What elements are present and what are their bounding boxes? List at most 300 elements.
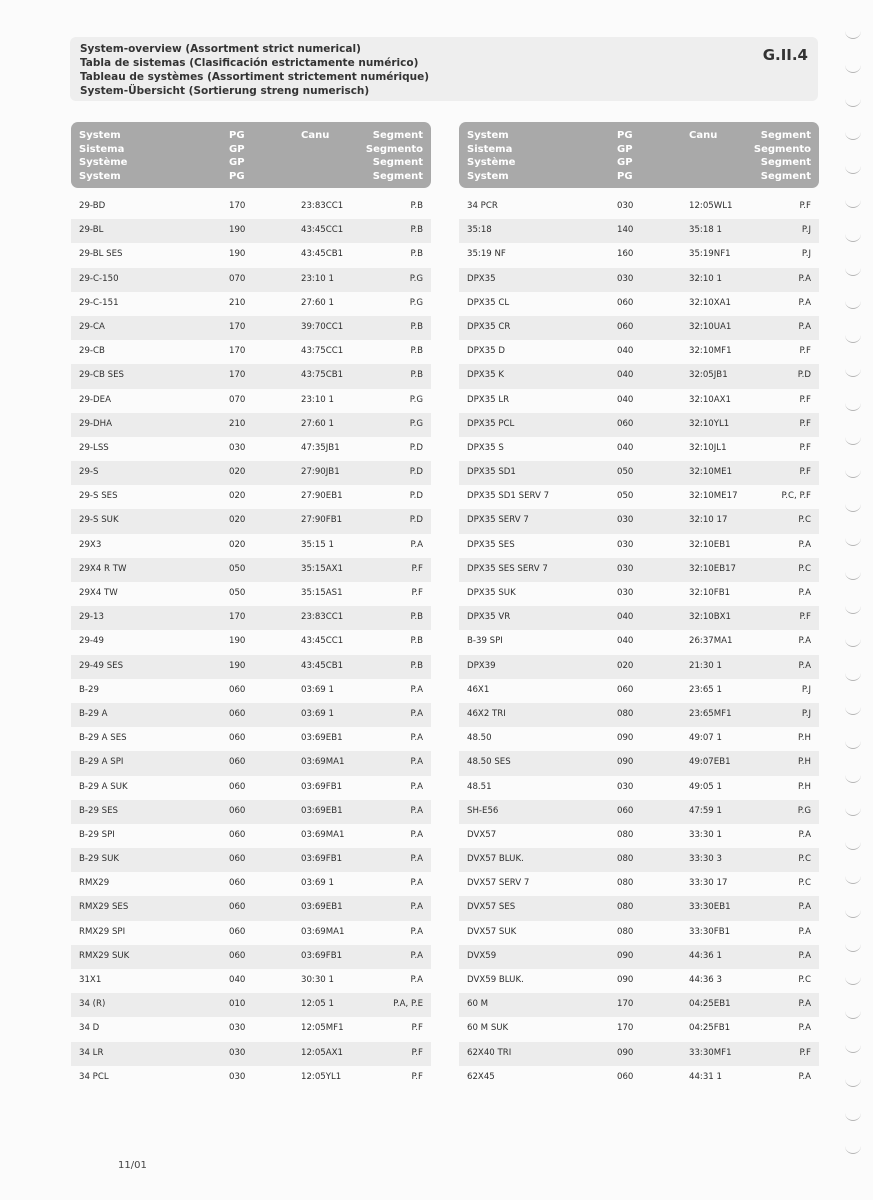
system-cell: DPX35 SUK (467, 588, 516, 598)
canu-cell: 21:30 1 (689, 660, 722, 671)
table-row (71, 679, 431, 703)
pg-cell: 210 (229, 418, 246, 429)
pg-cell: 060 (617, 297, 634, 308)
system-cell: DPX35 D (467, 346, 505, 357)
system-cell: B-29 SES (79, 805, 119, 816)
segment-cell: P.F (799, 1047, 811, 1058)
binder-ring-mark (845, 402, 861, 411)
pg-cell: 170 (617, 1023, 634, 1034)
segment-cell: P.F (799, 612, 811, 623)
pg-cell: 030 (229, 442, 246, 453)
canu-cell: 03:69 1 (301, 878, 334, 889)
segment-cell: P.C (798, 854, 811, 865)
table-row (71, 921, 431, 945)
segment-cell: P.C (798, 878, 811, 889)
binder-ring-mark (845, 267, 861, 276)
table-row (71, 534, 431, 558)
header-pg: PG GP GP PG (617, 130, 633, 182)
system-cell: 46X1 (467, 684, 490, 695)
canu-cell: 03:69 1 (301, 684, 334, 695)
segment-cell: P.A (410, 539, 423, 550)
system-cell: 29-49 (79, 636, 104, 647)
segment-cell: P.B (410, 201, 423, 211)
canu-cell: 32:10JL1 (689, 442, 727, 453)
table-row (71, 751, 431, 775)
pg-cell: 060 (617, 1071, 634, 1082)
canu-cell: 03:69MA1 (301, 829, 345, 840)
canu-cell: 03:69MA1 (301, 757, 345, 768)
page-code: G.II.4 (762, 46, 808, 64)
table-row (71, 1017, 431, 1041)
canu-cell: 03:69EB1 (301, 805, 343, 816)
pg-cell: 190 (229, 660, 246, 671)
segment-cell: P.A (798, 588, 811, 598)
pg-cell: 070 (229, 273, 246, 284)
canu-cell: 32:10AX1 (689, 394, 731, 405)
pg-cell: 080 (617, 878, 634, 889)
table-row (459, 268, 819, 292)
system-cell: 29-S SES (79, 491, 118, 502)
segment-cell: P.A (410, 926, 423, 937)
segment-cell: P.F (411, 1023, 423, 1034)
canu-cell: 47:59 1 (689, 805, 722, 816)
pg-cell: 030 (617, 273, 634, 284)
pg-cell: 060 (229, 733, 246, 744)
table-row (71, 606, 431, 630)
segment-cell: P.F (799, 442, 811, 453)
table-row (459, 921, 819, 945)
table-row (71, 413, 431, 437)
segment-cell: P.G (409, 273, 423, 284)
canu-cell: 43:45CB1 (301, 249, 344, 260)
pg-cell: 170 (229, 370, 246, 381)
canu-cell: 03:69 1 (301, 708, 334, 719)
table-row (71, 292, 431, 316)
segment-cell: P.A (798, 1071, 811, 1082)
system-cell: 34 PCL (79, 1071, 109, 1082)
pg-cell: 030 (229, 1047, 246, 1058)
segment-cell: P.A (798, 950, 811, 961)
segment-cell: P.D (409, 442, 423, 453)
segment-cell: P.A (410, 975, 423, 985)
binder-ring-mark (845, 740, 861, 749)
system-cell: DVX57 (467, 829, 497, 840)
canu-cell: 04:25EB1 (689, 999, 731, 1010)
canu-cell: 23:65 1 (689, 684, 722, 695)
canu-cell: 23:83CC1 (301, 201, 344, 211)
canu-cell: 32:10ME1 (689, 467, 733, 478)
table-row (459, 993, 819, 1017)
binder-rings (845, 30, 867, 1180)
system-cell: 48.51 (467, 781, 492, 792)
system-cell: 29-BL (79, 225, 104, 236)
table-row (459, 896, 819, 920)
table-row (459, 655, 819, 679)
canu-cell: 30:30 1 (301, 975, 334, 985)
segment-cell: P.F (411, 1047, 423, 1058)
system-cell: 29-CA (79, 321, 105, 332)
table-row (71, 316, 431, 340)
table-row (71, 437, 431, 461)
pg-cell: 020 (229, 491, 246, 502)
table-row (459, 413, 819, 437)
segment-cell: P.D (409, 491, 423, 502)
pg-cell: 030 (229, 1023, 246, 1034)
header-line-fr: Tableau de systèmes (Assortiment strictement numérique) (80, 71, 430, 83)
system-cell: 35:18 (467, 225, 492, 236)
system-cell: DPX35 SD1 SERV 7 (467, 491, 550, 502)
table-row (459, 872, 819, 896)
canu-cell: 12:05AX1 (301, 1047, 343, 1058)
system-cell: B-29 (79, 684, 99, 695)
segment-cell: P.B (410, 612, 423, 623)
pg-cell: 190 (229, 225, 246, 236)
binder-ring-mark (845, 30, 861, 39)
pg-cell: 210 (229, 297, 246, 308)
system-cell: 46X2 TRI (467, 708, 506, 719)
binder-ring-mark (845, 300, 861, 309)
table-row (459, 1017, 819, 1041)
table-row (459, 1042, 819, 1066)
pg-cell: 040 (229, 975, 246, 985)
system-cell: DVX57 SERV 7 (467, 878, 530, 889)
system-cell: B-29 A (79, 708, 108, 719)
pg-cell: 050 (229, 588, 246, 598)
system-cell: RMX29 SES (79, 902, 129, 913)
system-cell: 29-C-151 (79, 297, 119, 308)
table-row (459, 461, 819, 485)
canu-cell: 39:70CC1 (301, 321, 344, 332)
system-cell: 35:19 NF (467, 249, 506, 260)
system-cell: 29-49 SES (79, 660, 124, 671)
table-row (459, 437, 819, 461)
pg-cell: 090 (617, 757, 634, 768)
segment-cell: P.A (798, 829, 811, 840)
table-row (459, 703, 819, 727)
binder-ring-mark (845, 1145, 861, 1154)
canu-cell: 43:45CB1 (301, 660, 344, 671)
segment-cell: P.A (798, 902, 811, 913)
segment-cell: P.A (798, 273, 811, 284)
table-row (459, 509, 819, 533)
segment-cell: P.A (410, 854, 423, 865)
page-header (70, 37, 818, 101)
pg-cell: 090 (617, 1047, 634, 1058)
table-row (71, 485, 431, 509)
pg-cell: 060 (229, 878, 246, 889)
system-cell: DVX57 SUK (467, 926, 517, 937)
binder-ring-mark (845, 98, 861, 107)
canu-cell: 32:10UA1 (689, 321, 732, 332)
segment-cell: P.A (798, 660, 811, 671)
canu-cell: 27:90FB1 (301, 515, 343, 526)
segment-cell: P.C (798, 975, 811, 985)
system-cell: B-29 SUK (79, 854, 120, 865)
pg-cell: 160 (617, 249, 634, 260)
pg-cell: 060 (229, 684, 246, 695)
table-row (459, 727, 819, 751)
segment-cell: P.A (798, 999, 811, 1010)
system-cell: DPX35 CR (467, 321, 511, 332)
system-cell: 29-13 (79, 612, 104, 623)
canu-cell: 33:30 17 (689, 878, 728, 889)
system-cell: DPX35 PCL (467, 418, 515, 429)
system-cell: 29-LSS (79, 442, 109, 453)
table-row (71, 800, 431, 824)
system-cell: 29-BD (79, 201, 106, 211)
segment-cell: P.A (410, 950, 423, 961)
table-row (71, 364, 431, 388)
binder-ring-mark (845, 334, 861, 343)
canu-cell: 03:69FB1 (301, 950, 343, 961)
segment-cell: P.J (801, 225, 811, 236)
canu-cell: 49:07 1 (689, 733, 722, 744)
canu-cell: 26:37MA1 (689, 636, 733, 647)
segment-cell: P.A (798, 539, 811, 550)
system-cell: 29-C-150 (79, 273, 119, 284)
pg-cell: 060 (617, 321, 634, 332)
pg-cell: 090 (617, 733, 634, 744)
canu-cell: 32:05JB1 (689, 370, 728, 381)
header-pg: PG GP GP PG (229, 130, 245, 182)
table-row (459, 679, 819, 703)
binder-ring-mark (845, 571, 861, 580)
canu-cell: 43:75CB1 (301, 370, 344, 381)
segment-cell: P.J (801, 684, 811, 695)
pg-cell: 020 (229, 515, 246, 526)
segment-cell: P.G (409, 418, 423, 429)
canu-cell: 23:10 1 (301, 273, 334, 284)
system-cell: DPX35 S (467, 442, 504, 453)
system-cell: DVX57 BLUK. (467, 854, 524, 865)
binder-ring-mark (845, 774, 861, 783)
pg-cell: 140 (617, 225, 634, 236)
canu-cell: 27:90JB1 (301, 467, 340, 478)
segment-cell: P.A (410, 781, 423, 792)
table-row (71, 461, 431, 485)
pg-cell: 060 (229, 757, 246, 768)
table-row (459, 316, 819, 340)
canu-cell: 03:69EB1 (301, 733, 343, 744)
pg-cell: 040 (617, 612, 634, 623)
system-cell: RMX29 SPI (79, 926, 126, 937)
system-cell: 62X45 (467, 1071, 495, 1082)
system-cell: 62X40 TRI (467, 1047, 512, 1058)
segment-cell: P.D (409, 515, 423, 526)
table-row (459, 606, 819, 630)
canu-cell: 35:15AS1 (301, 588, 343, 598)
table-row (71, 993, 431, 1017)
system-cell: 29-CB (79, 346, 105, 357)
binder-ring-mark (845, 537, 861, 546)
system-cell: 29-DHA (79, 418, 112, 429)
binder-ring-mark (845, 672, 861, 681)
pg-cell: 170 (229, 321, 246, 332)
segment-cell: P.F (799, 201, 811, 211)
binder-ring-mark (845, 943, 861, 952)
header-title-lines (80, 42, 429, 98)
table-row (459, 969, 819, 993)
pg-cell: 060 (229, 708, 246, 719)
segment-cell: P.A (410, 757, 423, 768)
pg-cell: 040 (617, 442, 634, 453)
pg-cell: 030 (617, 539, 634, 550)
segment-cell: P.B (410, 249, 423, 260)
table-row (71, 582, 431, 606)
segment-cell: P.B (410, 225, 423, 236)
system-cell: DPX35 CL (467, 297, 510, 308)
pg-cell: 010 (229, 999, 246, 1010)
system-cell: B-29 SPI (79, 829, 115, 840)
table-row (459, 776, 819, 800)
table-row (71, 848, 431, 872)
binder-ring-mark (845, 469, 861, 478)
binder-ring-mark (845, 976, 861, 985)
pg-cell: 020 (229, 539, 246, 550)
table-row (459, 945, 819, 969)
table-row (71, 243, 431, 267)
pg-cell: 090 (617, 975, 634, 985)
binder-ring-mark (845, 64, 861, 73)
pg-cell: 020 (229, 467, 246, 478)
canu-cell: 33:30FB1 (689, 926, 731, 937)
system-cell: 29X4 R TW (79, 563, 127, 574)
canu-cell: 23:83CC1 (301, 612, 344, 623)
segment-cell: P.C (798, 515, 811, 526)
table-row (459, 364, 819, 388)
canu-cell: 32:10 1 (689, 273, 722, 284)
canu-cell: 35:19NF1 (689, 249, 731, 260)
system-cell: 34 LR (79, 1047, 104, 1058)
canu-cell: 03:69FB1 (301, 854, 343, 865)
system-cell: 34 PCR (467, 201, 498, 211)
canu-cell: 32:10EB1 (689, 539, 731, 550)
table-row (459, 751, 819, 775)
header-system: System Sistema Système System (79, 130, 128, 182)
pg-cell: 080 (617, 708, 634, 719)
canu-cell: 32:10MF1 (689, 346, 732, 357)
binder-ring-mark (845, 233, 861, 242)
binder-ring-mark (845, 638, 861, 647)
pg-cell: 080 (617, 854, 634, 865)
table-row (459, 243, 819, 267)
pg-cell: 060 (229, 950, 246, 961)
canu-cell: 32:10YL1 (689, 418, 730, 429)
system-cell: 29-S (79, 467, 99, 478)
pg-cell: 060 (617, 684, 634, 695)
system-cell: DVX59 (467, 950, 497, 961)
table-row (71, 509, 431, 533)
segment-cell: P.B (410, 346, 423, 357)
canu-cell: 03:69FB1 (301, 781, 343, 792)
segment-cell: P.A (798, 636, 811, 647)
canu-cell: 12:05WL1 (689, 201, 733, 211)
table-row (71, 630, 431, 654)
binder-ring-mark (845, 605, 861, 614)
pg-cell: 060 (229, 854, 246, 865)
table-row (71, 219, 431, 243)
system-cell: 29-BL SES (79, 249, 123, 260)
header-segment: Segment Segmento Segment Segment (753, 130, 811, 182)
pg-cell: 080 (617, 829, 634, 840)
table-row (459, 824, 819, 848)
table-body (71, 195, 431, 1090)
pg-cell: 050 (617, 467, 634, 478)
pg-cell: 080 (617, 902, 634, 913)
pg-cell: 050 (617, 491, 634, 502)
canu-cell: 35:18 1 (689, 225, 722, 236)
pg-cell: 040 (617, 636, 634, 647)
binder-ring-mark (845, 1078, 861, 1087)
segment-cell: P.B (410, 660, 423, 671)
segment-cell: P.C (798, 563, 811, 574)
system-cell: 48.50 SES (467, 757, 511, 768)
pg-cell: 190 (229, 249, 246, 260)
binder-ring-mark (845, 165, 861, 174)
system-cell: 34 D (79, 1023, 100, 1034)
system-cell: 48.50 (467, 733, 492, 744)
system-cell: B-39 SPI (467, 636, 503, 647)
table-header (459, 122, 819, 188)
table-header (71, 122, 431, 188)
table-row (459, 800, 819, 824)
binder-ring-mark (845, 503, 861, 512)
table-row (459, 534, 819, 558)
canu-cell: 27:90EB1 (301, 491, 343, 502)
canu-cell: 04:25FB1 (689, 1023, 731, 1034)
segment-cell: P.H (797, 781, 811, 792)
canu-cell: 12:05YL1 (301, 1071, 342, 1082)
header-system: System Sistema Système System (467, 130, 516, 182)
pg-cell: 040 (617, 394, 634, 405)
segment-cell: P.C, P.F (781, 491, 811, 502)
canu-cell: 32:10FB1 (689, 588, 731, 598)
binder-ring-mark (845, 909, 861, 918)
canu-cell: 43:45CC1 (301, 225, 344, 236)
table-row (459, 558, 819, 582)
segment-cell: P.F (799, 346, 811, 357)
canu-cell: 44:36 1 (689, 950, 722, 961)
table-row (71, 969, 431, 993)
segment-cell: P.A (410, 805, 423, 816)
binder-ring-mark (845, 841, 861, 850)
system-cell: 29-DEA (79, 394, 111, 405)
canu-cell: 43:45CC1 (301, 636, 344, 647)
canu-cell: 32:10ME17 (689, 491, 738, 502)
canu-cell: 03:69MA1 (301, 926, 345, 937)
pg-cell: 030 (617, 515, 634, 526)
pg-cell: 190 (229, 636, 246, 647)
segment-cell: P.G (409, 394, 423, 405)
system-cell: RMX29 SUK (79, 950, 130, 961)
segment-cell: P.D (797, 370, 811, 381)
system-cell: 60 M SUK (467, 1023, 509, 1034)
canu-cell: 27:60 1 (301, 297, 334, 308)
segment-cell: P.A (798, 926, 811, 937)
canu-cell: 33:30EB1 (689, 902, 731, 913)
system-cell: B-29 A SPI (79, 757, 124, 768)
pg-cell: 170 (617, 999, 634, 1010)
table-row (459, 219, 819, 243)
canu-cell: 32:10 17 (689, 515, 728, 526)
binder-ring-mark (845, 368, 861, 377)
segment-cell: P.A (798, 321, 811, 332)
table-row (71, 195, 431, 219)
binder-ring-mark (845, 875, 861, 884)
header-line-en: System-overview (Assortment strict numerical) (80, 43, 361, 55)
pg-cell: 060 (617, 805, 634, 816)
system-cell: DPX35 SD1 (467, 467, 516, 478)
